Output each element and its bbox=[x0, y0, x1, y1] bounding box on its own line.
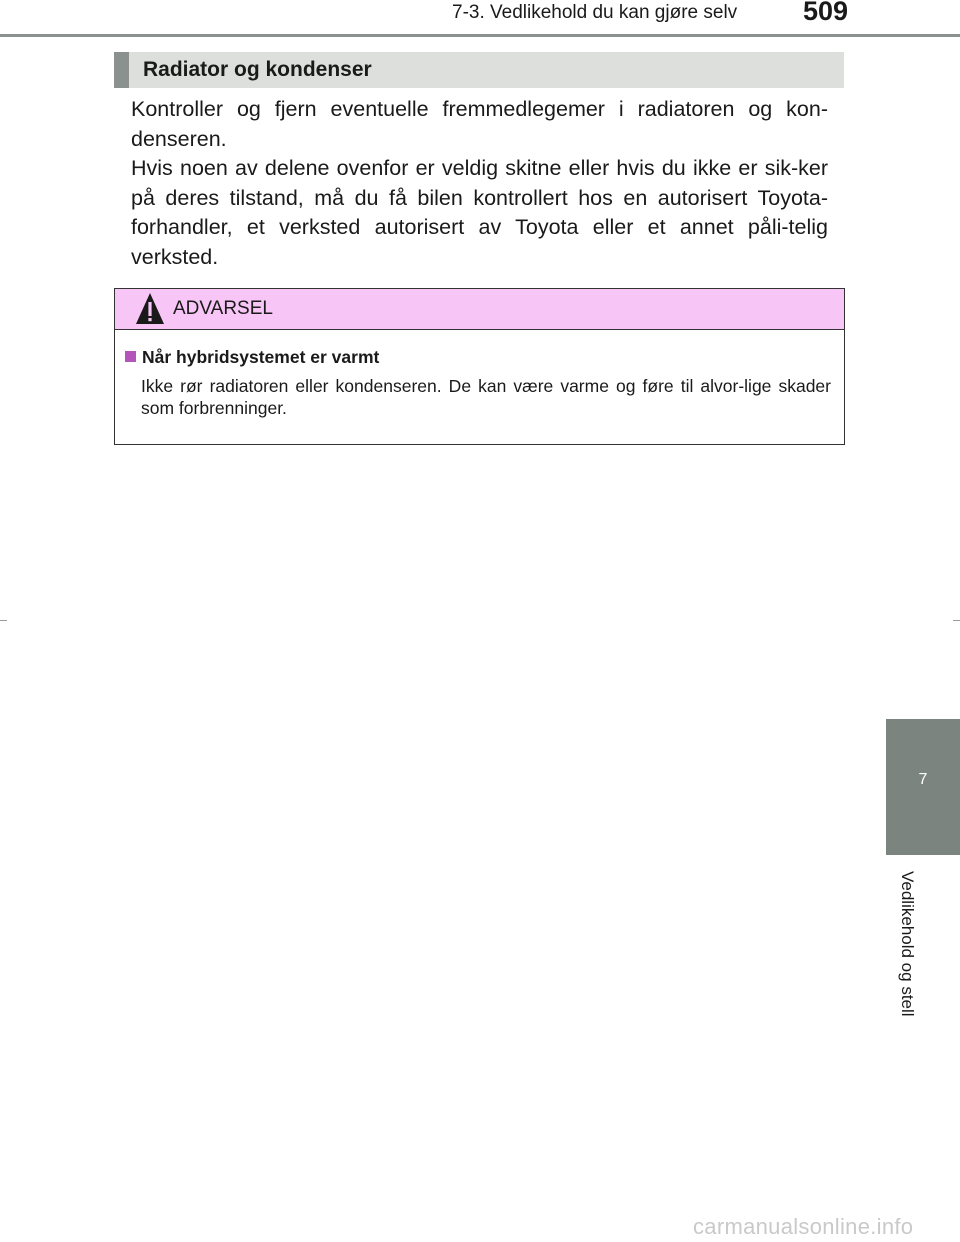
body-paragraph: Hvis noen av delene ovenfor er veldig skitne eller hvis du ikke er sik-ker på deres tilstand, må du få bilen kontrollert hos en autorisert Toyota-forhandler, et verksted autorisert av Toyota eller et annet påli-telig verksted. bbox=[131, 156, 828, 269]
section-title: Radiator og kondenser bbox=[143, 58, 372, 81]
page-number: 509 bbox=[803, 0, 849, 26]
warning-text: Ikke rør radiatoren eller kondenseren. De kan være varme og føre til alvor-lige skader som forbrenninger. bbox=[141, 376, 831, 418]
warning-label: ADVARSEL bbox=[173, 298, 273, 319]
warning-header bbox=[115, 289, 844, 330]
crop-mark bbox=[953, 620, 960, 621]
warning-subtitle bbox=[125, 347, 379, 368]
crop-mark bbox=[0, 620, 7, 621]
chapter-number: 7 bbox=[918, 771, 928, 788]
chapter-label: Vedlikehold og stell bbox=[898, 871, 917, 1017]
chapter-tab bbox=[886, 719, 960, 855]
section-body bbox=[131, 95, 828, 272]
header-rule bbox=[0, 34, 960, 37]
warning-triangle-icon bbox=[135, 292, 165, 325]
bullet-square-icon bbox=[125, 351, 136, 362]
warning-subtitle-text: Når hybridsystemet er varmt bbox=[142, 347, 380, 367]
header-title: 7-3. Vedlikehold du kan gjøre selv bbox=[452, 2, 738, 23]
watermark: carmanualsonline.info bbox=[693, 1214, 914, 1239]
body-paragraph: Kontroller og fjern eventuelle fremmedlegemer i radiatoren og kon-denseren. bbox=[131, 97, 828, 151]
section-heading-bar bbox=[114, 52, 844, 88]
warning-box bbox=[114, 288, 845, 445]
